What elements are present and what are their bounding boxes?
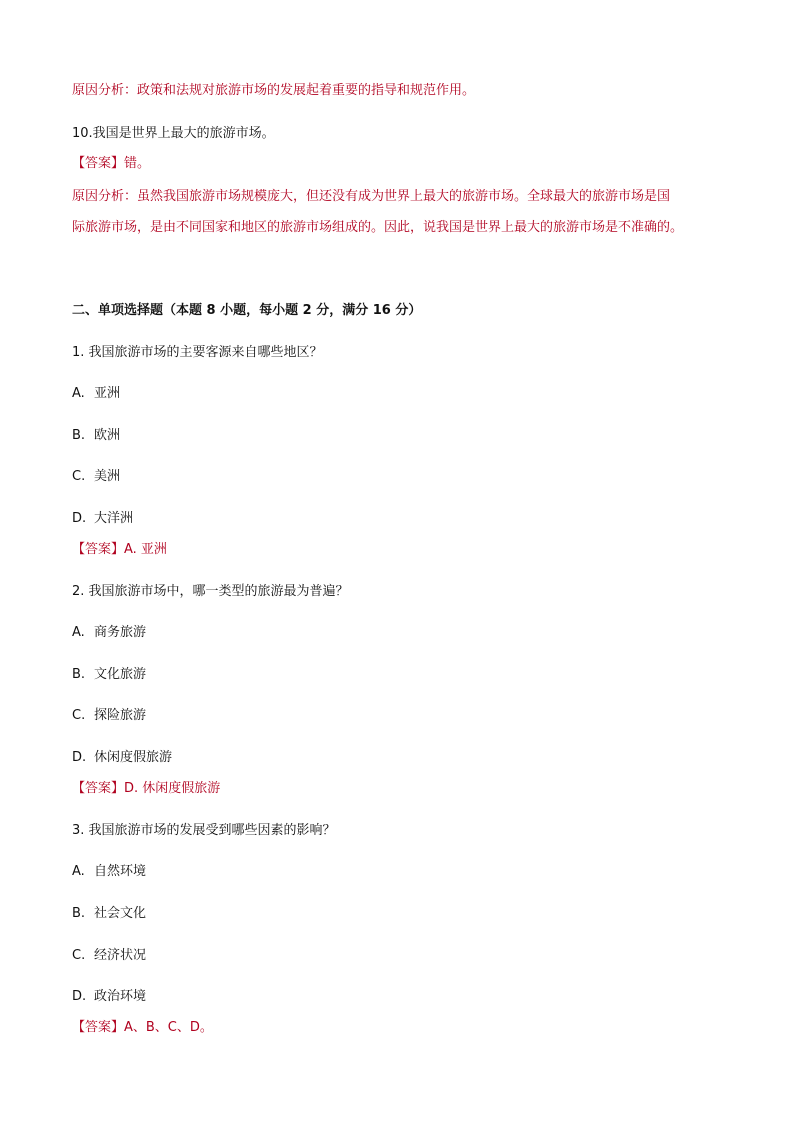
q2-option-d xyxy=(72,749,172,767)
option-letter: B. xyxy=(72,667,86,682)
option-text: 自然环境 xyxy=(94,864,147,879)
q10-answer: 【答案】错。 xyxy=(72,156,151,171)
q2-option-b xyxy=(72,666,146,684)
option-text: 商务旅游 xyxy=(94,625,147,640)
q3-option-d xyxy=(72,988,146,1006)
q3-option-c xyxy=(72,947,146,965)
q3-stem: 3. 我国旅游市场的发展受到哪些因素的影响？ xyxy=(72,823,336,838)
option-text: 亚洲 xyxy=(94,386,121,401)
q3-option-a xyxy=(72,863,146,881)
option-text: 政治环境 xyxy=(94,989,147,1004)
option-text: 美洲 xyxy=(94,469,121,484)
option-text: 欧洲 xyxy=(94,428,121,443)
option-letter: D. xyxy=(72,511,87,526)
section2-title: 二、单项选择题（本题 8 小题，每小题 2 分，满分 16 分） xyxy=(72,303,422,318)
option-text: 社会文化 xyxy=(94,906,147,921)
q1-option-c xyxy=(72,468,120,486)
q3-answer: 【答案】A、B、C、D。 xyxy=(72,1020,213,1035)
q2-option-a xyxy=(72,624,146,642)
option-letter: A. xyxy=(72,386,85,401)
q1-stem: 1. 我国旅游市场的主要客源来自哪些地区？ xyxy=(72,345,323,360)
q1-answer: 【答案】A. 亚洲 xyxy=(72,542,167,557)
option-letter: B. xyxy=(72,428,86,443)
q2-stem: 2. 我国旅游市场中，哪一类型的旅游最为普遍？ xyxy=(72,584,349,599)
q10-question: 10.我国是世界上最大的旅游市场。 xyxy=(72,126,275,141)
q1-option-a xyxy=(72,385,120,403)
q1-option-d xyxy=(72,510,133,528)
option-text: 经济状况 xyxy=(94,948,147,963)
option-letter: A. xyxy=(72,864,85,879)
option-letter: C. xyxy=(72,469,86,484)
option-text: 大洋洲 xyxy=(94,511,134,526)
option-letter: C. xyxy=(72,948,86,963)
option-letter: D. xyxy=(72,989,87,1004)
q2-option-c xyxy=(72,707,146,725)
option-letter: A. xyxy=(72,625,85,640)
option-letter: C. xyxy=(72,708,86,723)
q2-answer: 【答案】D. 休闲度假旅游 xyxy=(72,781,221,796)
q1-option-b xyxy=(72,427,120,445)
q3-option-b xyxy=(72,905,146,923)
option-text: 探险旅游 xyxy=(94,708,147,723)
q10-reason-line1: 原因分析：虽然我国旅游市场规模庞大，但还没有成为世界上最大的旅游市场。全球最大的旅游市场是国 xyxy=(72,189,671,204)
option-text: 文化旅游 xyxy=(94,667,147,682)
option-text: 休闲度假旅游 xyxy=(94,750,173,765)
option-letter: B. xyxy=(72,906,86,921)
q10-reason-line2: 际旅游市场，是由不同国家和地区的旅游市场组成的。因此，说我国是世界上最大的旅游市场是不准确的。 xyxy=(72,220,684,235)
prev-reason: 原因分析：政策和法规对旅游市场的发展起着重要的指导和规范作用。 xyxy=(72,83,476,98)
option-letter: D. xyxy=(72,750,87,765)
